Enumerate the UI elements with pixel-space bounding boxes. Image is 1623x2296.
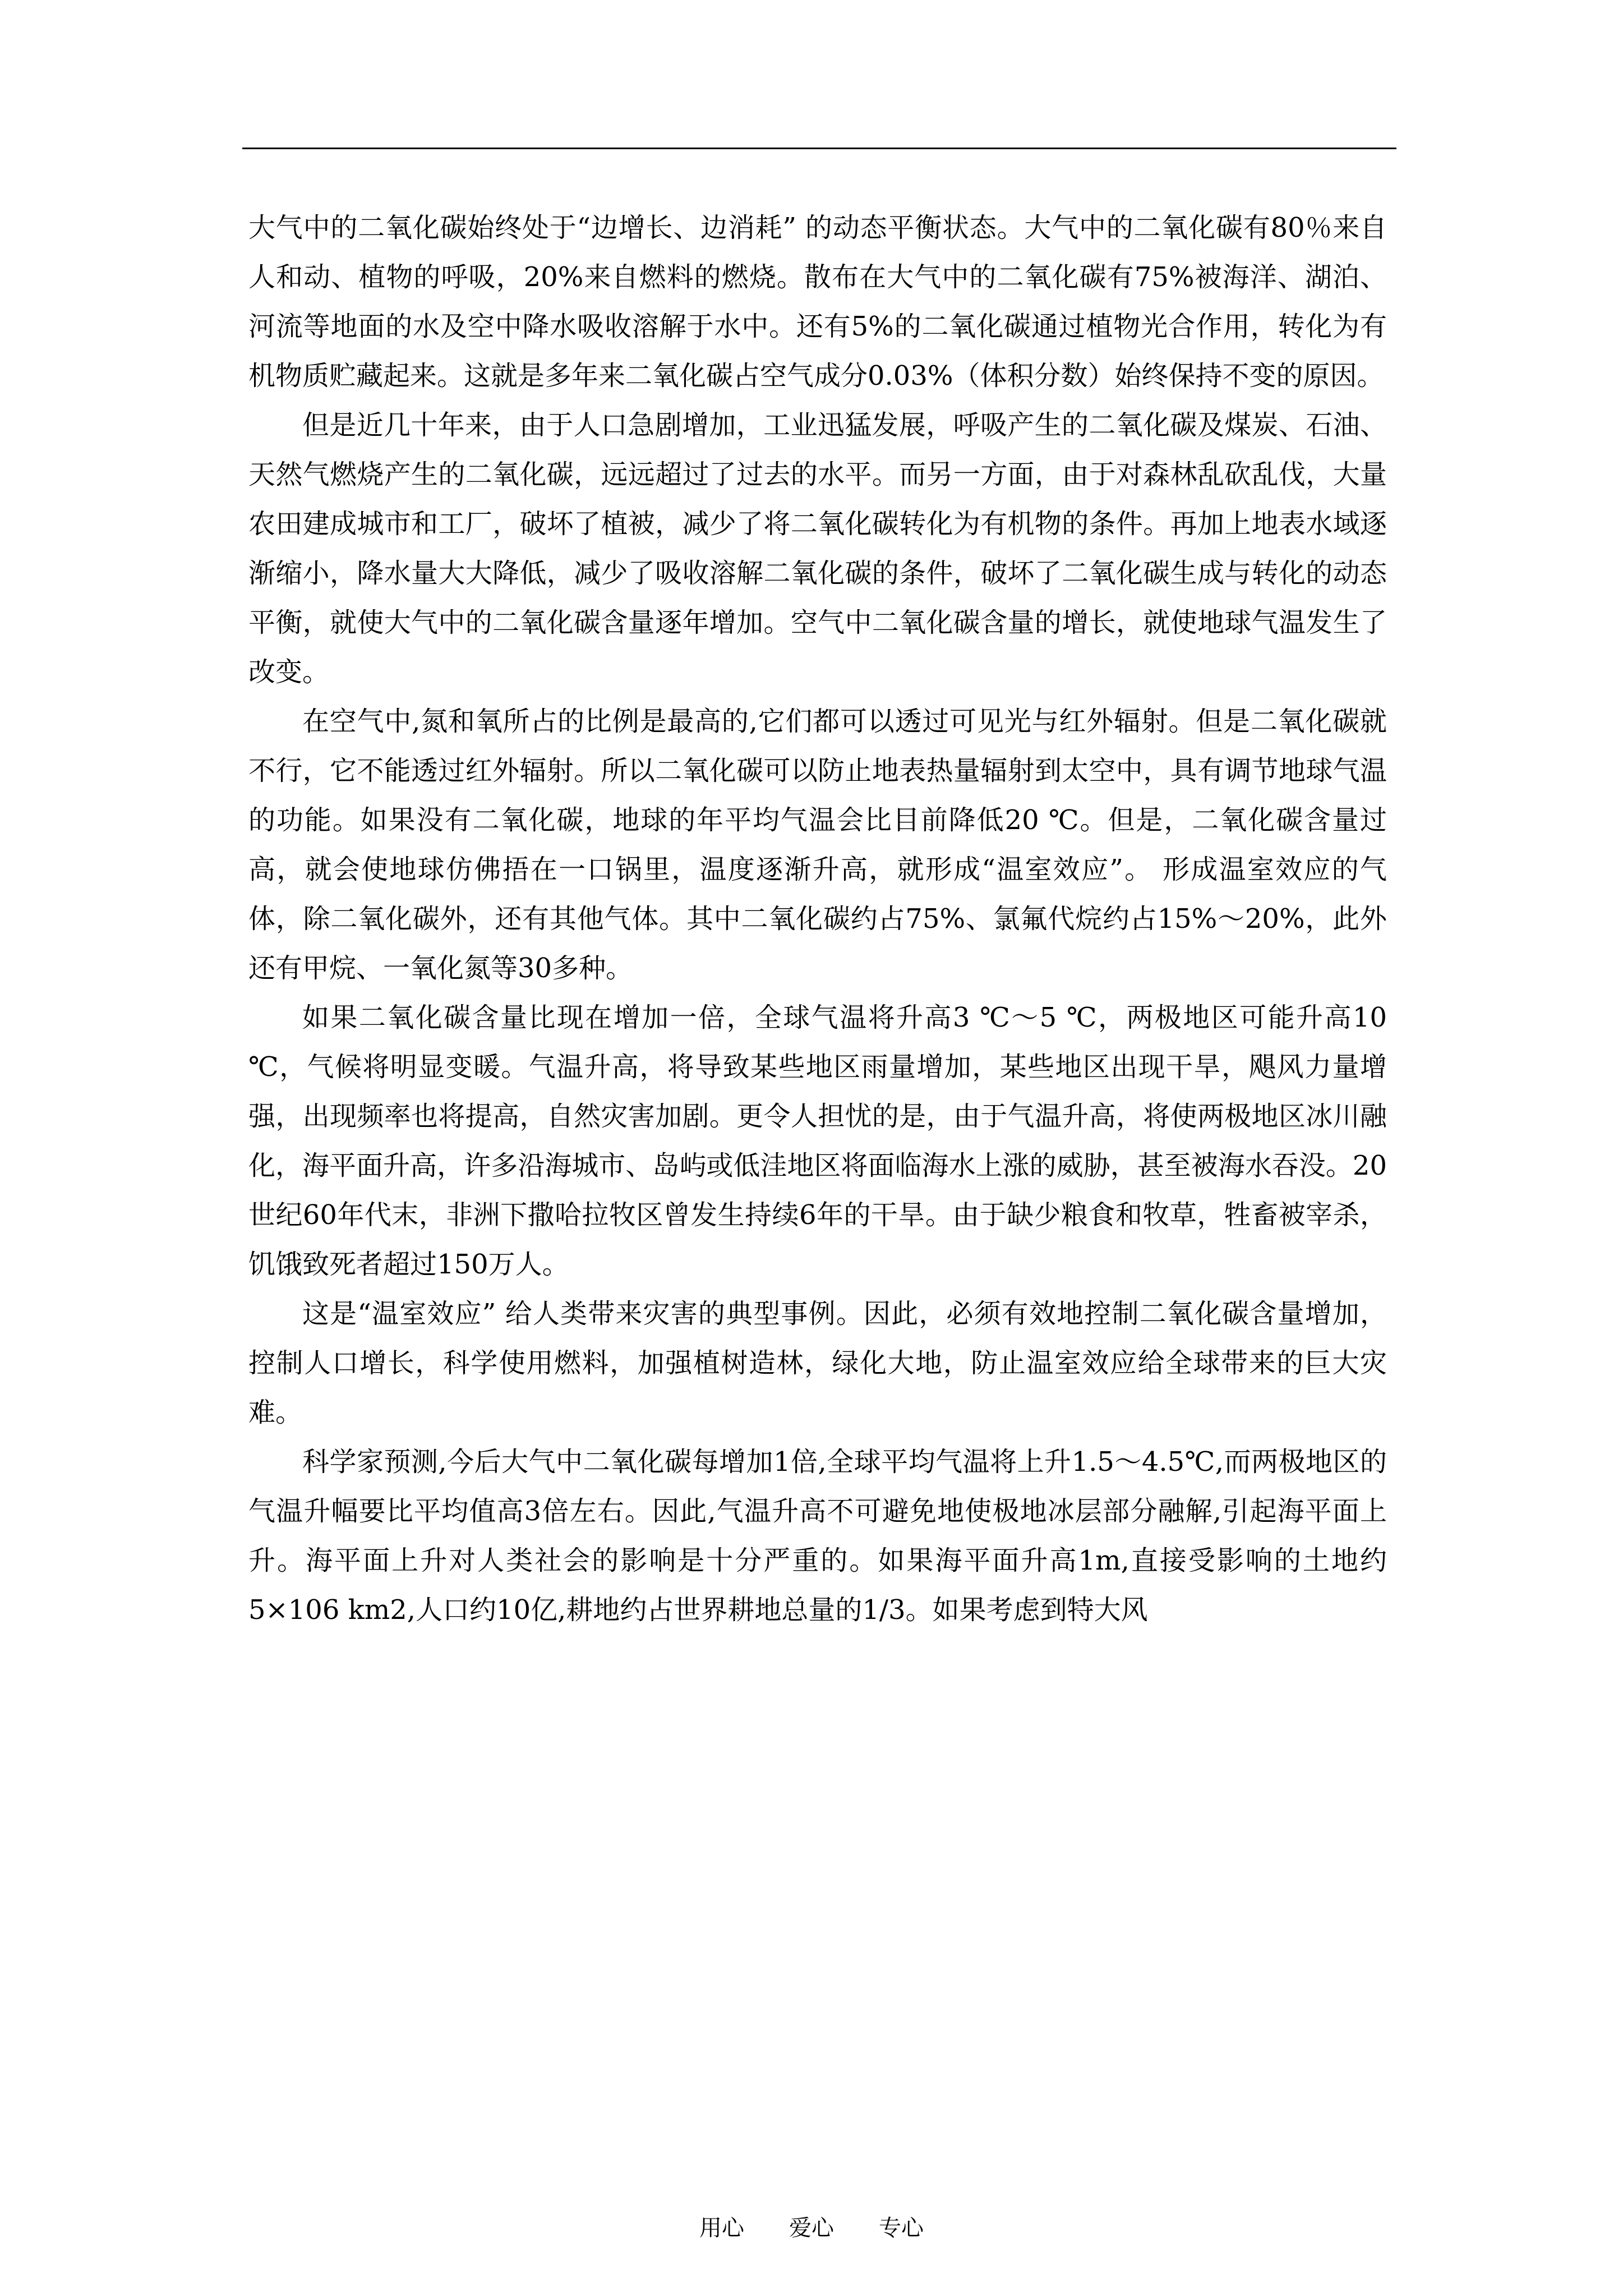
paragraph-5: 这是“温室效应” 给人类带来灾害的典型事例。因此，必须有效地控制二氧化碳含量增加，控制人口增长，科学使用燃料，加强植树造林，绿化大地，防止温室效应给全球带来的巨大灾难。 [248, 1298, 1387, 1428]
paragraph-4: 如果二氧化碳含量比现在增加一倍，全球气温将升高3 ℃～5 ℃，两极地区可能升高10 ℃，气候将明显变暖。气温升高，将导致某些地区雨量增加，某些地区出现干旱，飓风力量增强，出现频率也将提高，自然灾害加剧。更令人担忧的是，由于气温升高，将使两极地区冰川融化，海平面升高，许多沿海城市、岛屿或低洼地区将面临海水上涨的威胁，甚至被海水吞没。20世纪60年代末，非洲下撒哈拉牧区曾发生持续6年的干旱。由于缺少粮食和牧草，牲畜被宰杀，饥饿致死者超过150万人。 [248, 1002, 1387, 1280]
page-footer: 用心 爱心 专心 [699, 2215, 924, 2241]
paragraph-3: 在空气中,氮和氧所占的比例是最高的,它们都可以透过可见光与红外辐射。但是二氧化碳就不行，它不能透过红外辐射。所以二氧化碳可以防止地表热量辐射到太空中，具有调节地球气温的功能。如果没有二氧化碳，地球的年平均气温会比目前降低20 ℃。但是，二氧化碳含量过高，就会使地球仿佛捂在一口锅里，温度逐渐升高，就形成“温室效应”。 形成温室效应的气体，除二氧化碳外，还有其他气体。其中二氧化碳约占75%、氯氟代烷约占15%～20%，此外还有甲烷、一氧化氮等30多种。 [248, 706, 1387, 984]
document-body [248, 203, 1387, 1635]
paragraph-2: 但是近几十年来，由于人口急剧增加，工业迅猛发展，呼吸产生的二氧化碳及煤炭、石油、天然气燃烧产生的二氧化碳，远远超过了过去的水平。而另一方面，由于对森林乱砍乱伐，大量农田建成城市和工厂，破坏了植被，减少了将二氧化碳转化为有机物的条件。再加上地表水域逐渐缩小，降水量大大降低，减少了吸收溶解二氧化碳的条件，破坏了二氧化碳生成与转化的动态平衡，就使大气中的二氧化碳含量逐年增加。空气中二氧化碳含量的增长，就使地球气温发生了改变。 [248, 409, 1387, 688]
paragraph-6: 科学家预测,今后大气中二氧化碳每增加1倍,全球平均气温将上升1.5～4.5℃,而两极地区的气温升幅要比平均值高3倍左右。因此,气温升高不可避免地使极地冰层部分融解,引起海平面上升。海平面上升对人类社会的影响是十分严重的。如果海平面升高1m,直接受影响的土地约5×106 km2,人口约10亿,耕地约占世界耕地总量的1/3。如果考虑到特大风 [248, 1446, 1387, 1626]
header-rule [242, 148, 1396, 149]
paragraph-1: 大气中的二氧化碳始终处于“边增长、边消耗” 的动态平衡状态。大气中的二氧化碳有80％来自人和动、植物的呼吸，20%来自燃料的燃烧。散布在大气中的二氧化碳有75%被海洋、湖泊、河流等地面的水及空中降水吸收溶解于水中。还有5%的二氧化碳通过植物光合作用，转化为有机物质贮藏起来。这就是多年来二氧化碳占空气成分0.03%（体积分数）始终保持不变的原因。 [248, 212, 1387, 392]
